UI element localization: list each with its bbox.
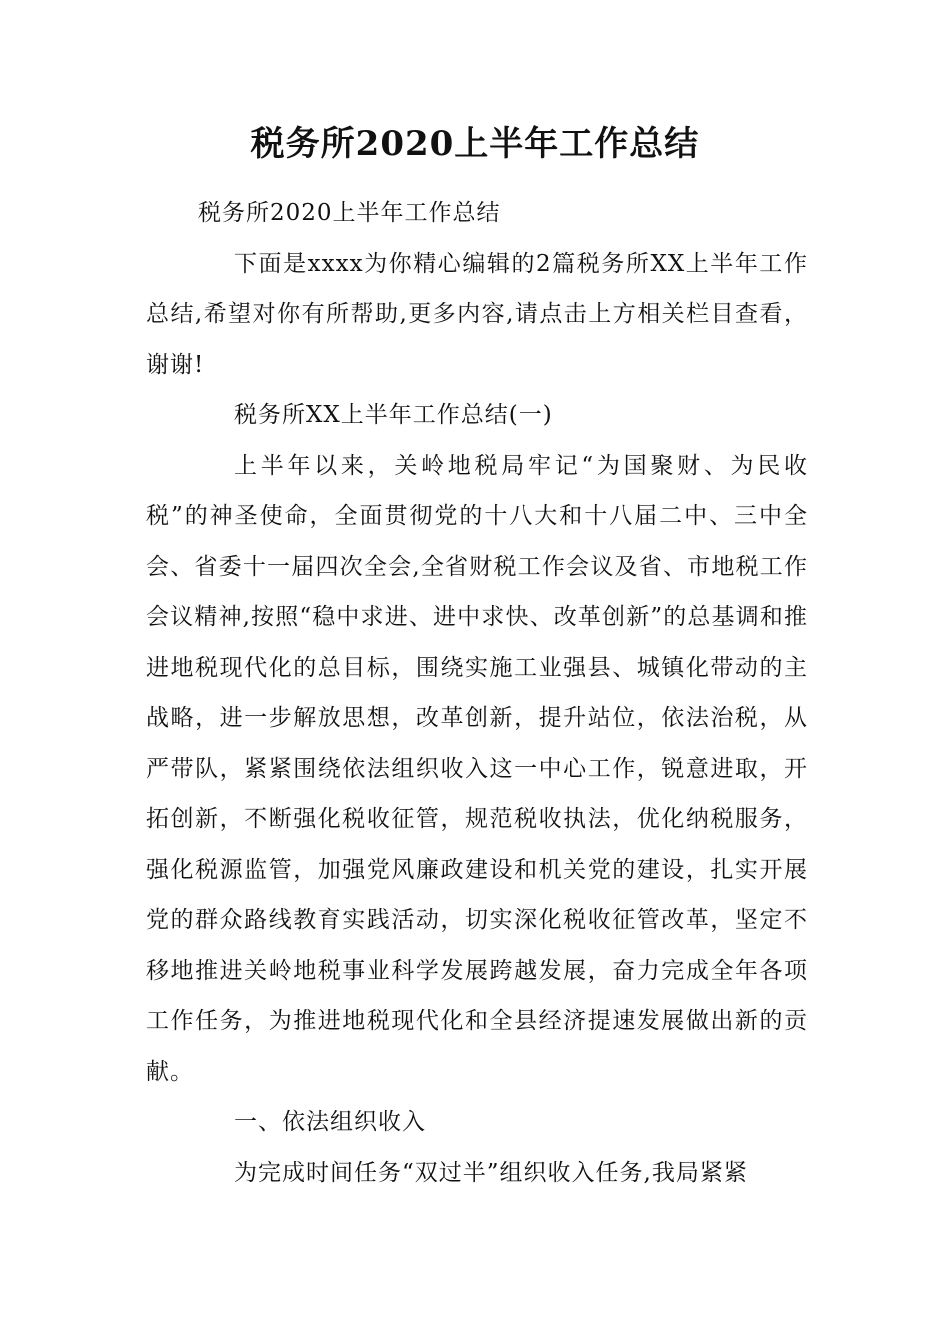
paragraph-intro: 下面是xxxx为你精心编辑的2篇税务所XX上半年工作总结,希望对你有所帮助,更多内容,请点击上方相关栏目查看，谢谢! <box>146 250 808 378</box>
paragraph-section-heading: 税务所XX上半年工作总结(一) <box>234 402 553 428</box>
paragraph-subtitle: 税务所2020上半年工作总结 <box>198 200 501 226</box>
paragraph-heading-one: 一、依法组织收入 <box>234 1109 426 1135</box>
paragraph-main: 上半年以来，关岭地税局牢记“为国聚财、为民收税”的神圣使命，全面贯彻党的十八大和十八届二中、三中全会、省委十一届四次全会,全省财税工作会议及省、市地税工作会议精神,按照“稳中求进、进中求快、改革创新”的总基调和推进地税现代化的总目标，围绕实施工业强县、城镇化带动的主战略，进一步解放思想，改革创新，提升站位，依法治税，从严带队，紧紧围绕依法组织收入这一中心工作，锐意进取，开拓创新，不断强化税收征管，规范税收执法，优化纳税服务，强化税源监管，加强党风廉政建设和机关党的建设，扎实开展党的群众路线教育实践活动，切实深化税收征管改革，坚定不移地推进关岭地税事业科学发展跨越发展，奋力完成全年各项工作任务，为推进地税现代化和全县经济提速发展做出新的贡献。 <box>146 452 808 1085</box>
document-title: 税务所2020上半年工作总结 <box>250 124 700 164</box>
paragraph-continuation: 为完成时间任务“双过半”组织收入任务,我局紧紧 <box>234 1159 748 1186</box>
document-body <box>146 188 808 1198</box>
